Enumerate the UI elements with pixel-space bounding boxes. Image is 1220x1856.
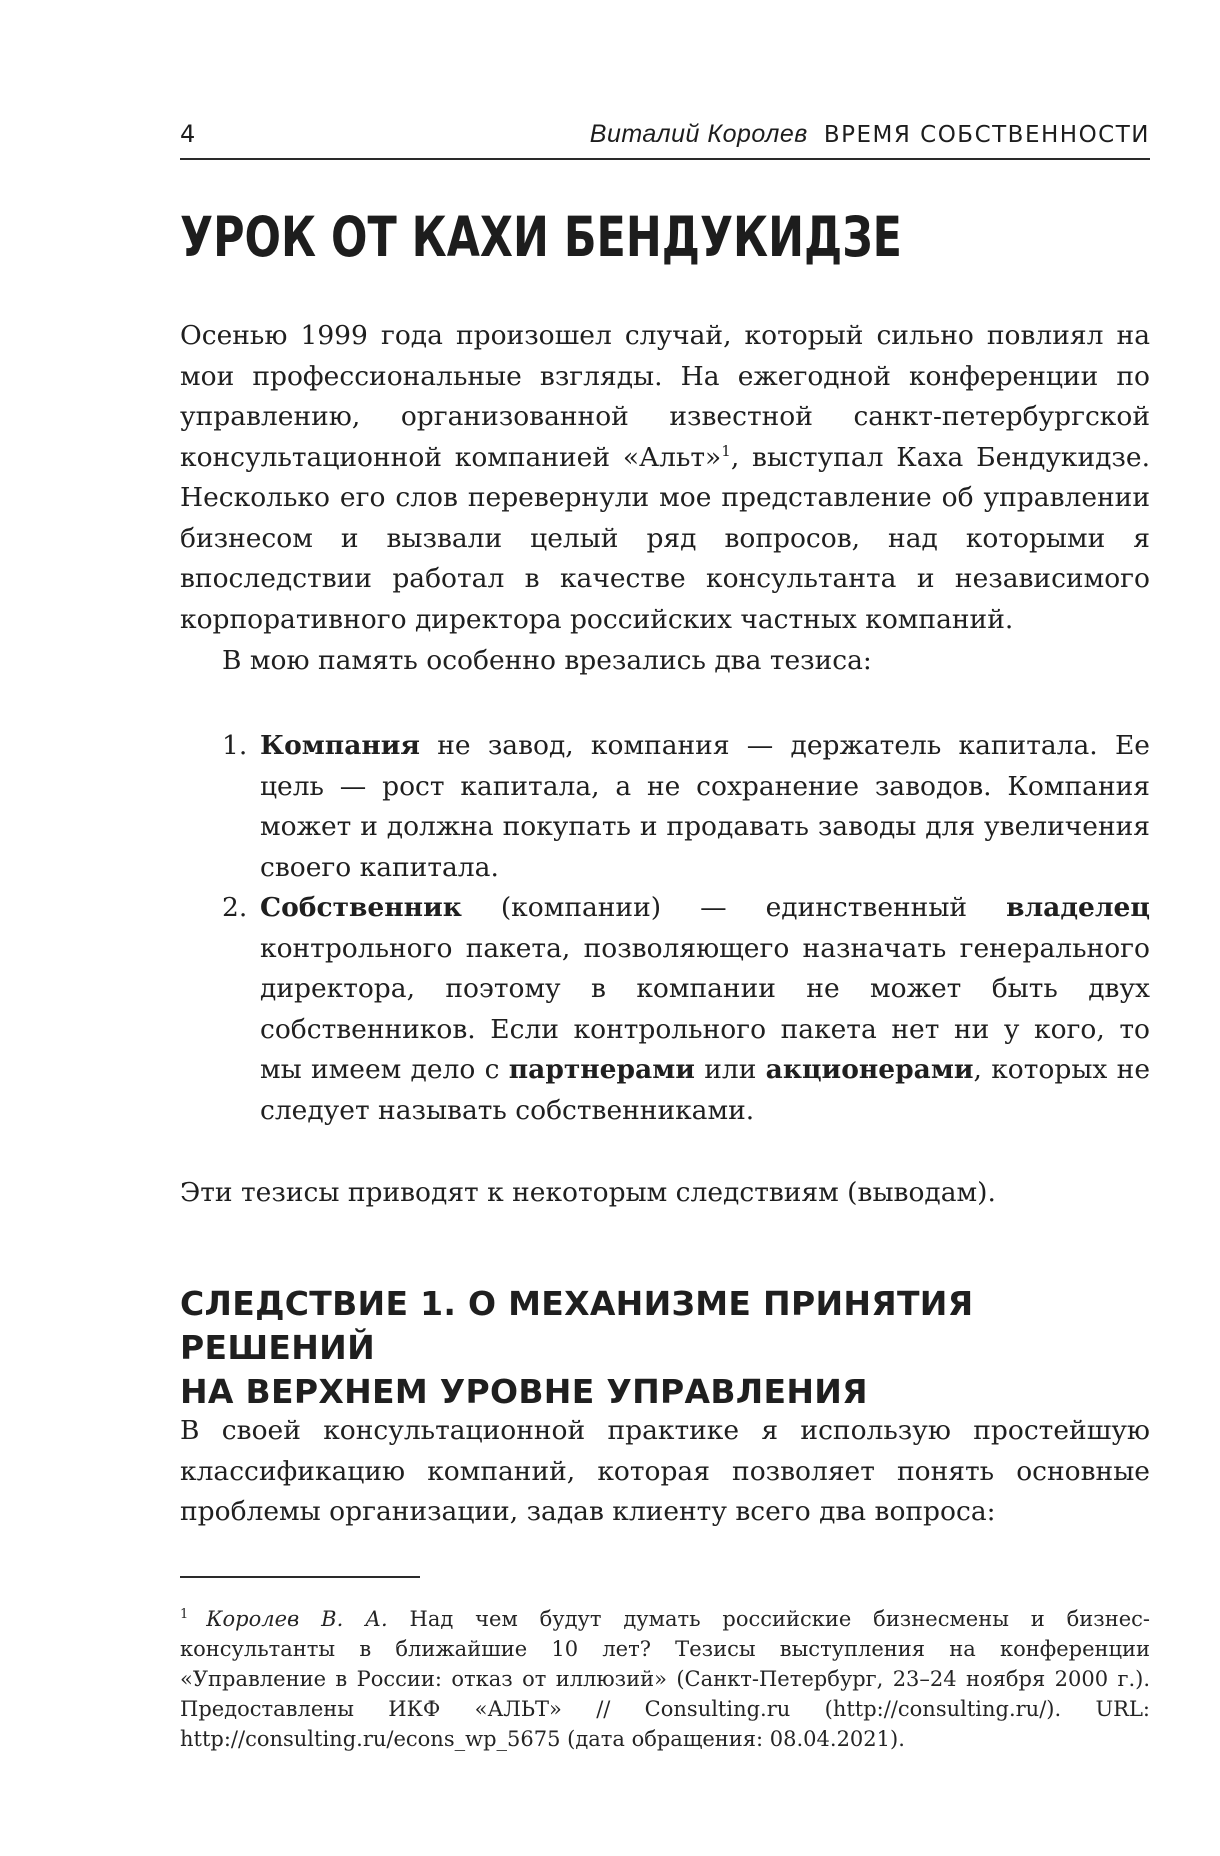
running-header [180, 118, 1150, 160]
section-paragraph: В своей консультационной практике я использую простейшую классификацию компаний, которая позволяет понять основные проблемы организации, задав клиенту всего два вопроса: [180, 1415, 1150, 1527]
intro-text-2: , выступал Каха Бендукидзе. Несколько его слов перевернули мое представление об управлении бизнесом и вызвали целый ряд вопросов, над которыми я впоследствии работал в качестве консультанта и независимого корпоративного директора российских частных компаний. [180, 441, 1150, 635]
footnote-text: Над чем будут думать российские бизнесмены и бизнес-консультанты в ближайшие 10 лет? Тезисы выступления на конференции «Управление в России: отказ от иллюзий» (Санкт-Петербург, 23–24 ноября 2000 г.). Предоставлены ИКФ «АЛЬТ» // Consulting.ru (http://consulting.ru/). URL: http://consulting.ru/econs_wp_5675 (дата обращения: 08.04.2021). [180, 1607, 1150, 1751]
thesis-number: 2. [222, 892, 248, 923]
thesis-body: не завод, компания — держатель капитала. Ее цель — рост капитала, а не сохранение заводов. Компания может и должна покупать и продавать заводы для увеличения своего капитала. [260, 730, 1150, 883]
thesis-body: (компании) — единственный [461, 892, 1007, 923]
section-title [180, 1282, 1150, 1414]
thesis-term: партнерами [508, 1054, 695, 1085]
theses-list [180, 726, 1150, 1131]
thesis-number: 1. [222, 730, 248, 761]
footnote [180, 1600, 1150, 1754]
thesis-body: или [694, 1054, 766, 1085]
thesis-text [260, 888, 1150, 1131]
running-header-right [590, 120, 1150, 149]
chapter-title: УРОК ОТ КАХИ БЕНДУКИДЗЕ [180, 205, 902, 269]
thesis-term: Компания [260, 730, 420, 761]
section-title-line-2: НА ВЕРХНЕМ УРОВНЕ УПРАВЛЕНИЯ [180, 1372, 868, 1411]
theses-lead-paragraph: В мою память особенно врезались два тезиса: [222, 645, 872, 676]
running-header-author: Виталий Королев [589, 120, 808, 148]
thesis-term: Собственник [260, 892, 462, 923]
thesis-item [180, 888, 1150, 1131]
thesis-body: , которых не следует называть собственниками. [260, 1054, 1150, 1126]
thesis-term: владелец [1006, 892, 1150, 923]
footnote-divider [180, 1576, 420, 1578]
footnote-mark: 1 [180, 1607, 189, 1622]
footnote-reference[interactable]: 1 [721, 441, 731, 460]
thesis-term: акционерами [765, 1054, 974, 1085]
thesis-text [260, 726, 1150, 888]
section-title-line-1: СЛЕДСТВИЕ 1. О МЕХАНИЗМЕ ПРИНЯТИЯ РЕШЕНИЙ [180, 1284, 974, 1367]
page-number: 4 [180, 120, 196, 148]
thesis-body: контрольного пакета, позволяющего назначать генерального директора, поэтому в компании не может быть двух собственников. Если контрольного пакета нет ни у кого, то мы имеем дело с [260, 932, 1150, 1085]
intro-paragraph [180, 316, 1150, 640]
thesis-item [180, 726, 1150, 888]
intro-text-1: Осенью 1999 года произошел случай, который сильно повлиял на мои профессиональные взгляды. На ежегодной конференции по управлению, организованной известной санкт-петербургской консультационной компанией «Альт» [180, 320, 1150, 473]
conclusion-paragraph: Эти тезисы приводят к некоторым следствиям (выводам). [180, 1177, 996, 1208]
footnote-authors: Королев В. А. [206, 1607, 388, 1631]
running-header-book-title: ВРЕМЯ СОБСТВЕННОСТИ [823, 122, 1150, 148]
